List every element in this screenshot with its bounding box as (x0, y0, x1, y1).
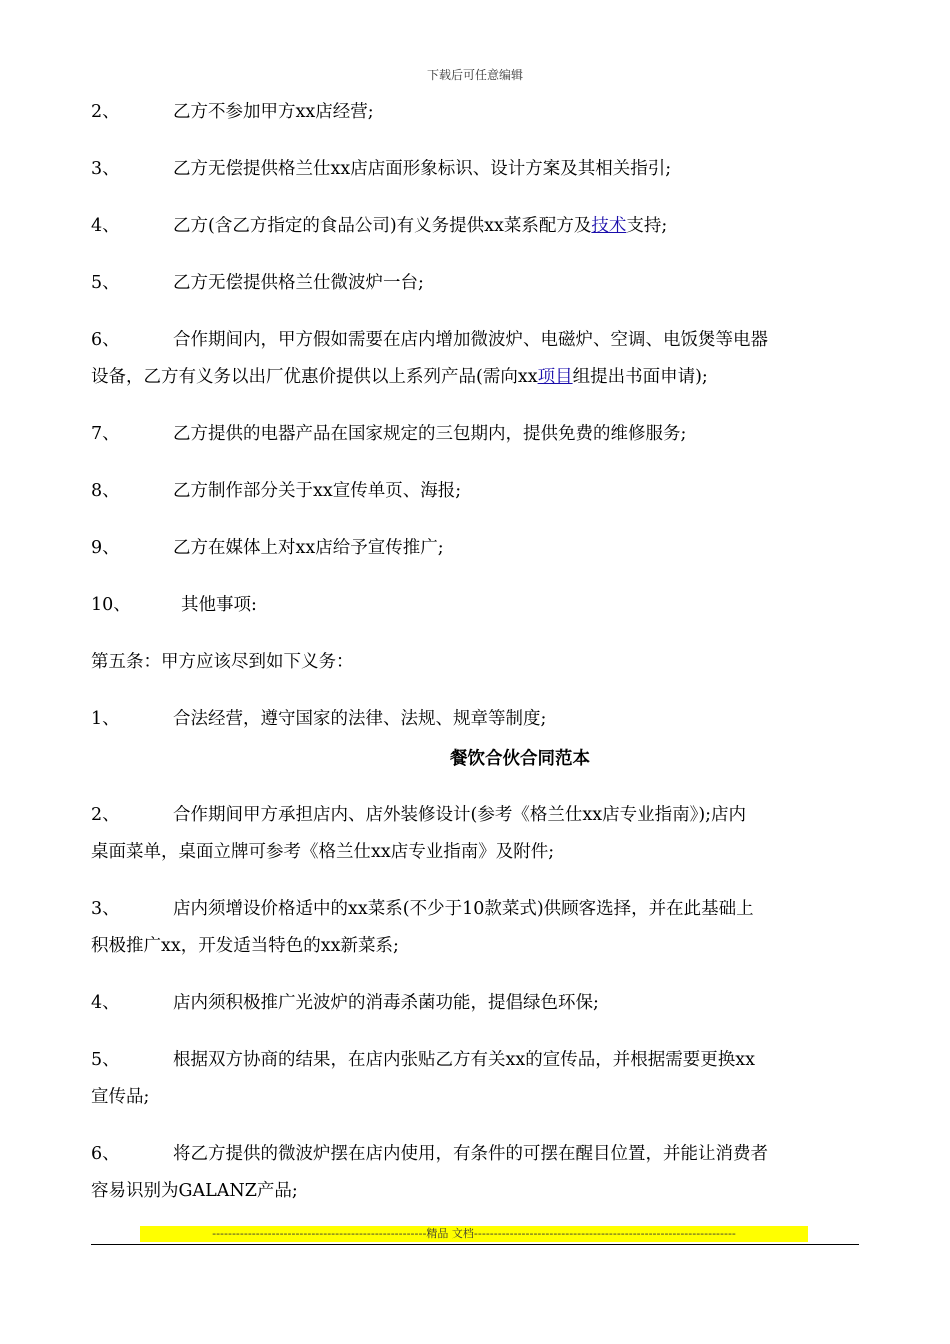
item-text-after: 组提出书面申请); (572, 367, 708, 387)
item-text-after: 支持; (626, 216, 668, 236)
item-number: 5、 (91, 1050, 120, 1070)
item-text: 乙方提供的电器产品在国家规定的三包期内，提供免费的维修服务; (173, 424, 687, 444)
list-item (91, 94, 861, 131)
list-item-continuation: 容易识别为GALANZ产品; (91, 1181, 298, 1201)
item-text: 乙方在媒体上对xx店给予宣传推广; (173, 538, 444, 558)
item-text: 乙方无偿提供格兰仕xx店店面形象标识、设计方案及其相关指引; (173, 159, 672, 179)
item-text: 合作期间甲方承担店内、店外装修设计(参考《格兰仕xx店专业指南》);店内 (173, 805, 747, 825)
article-heading: 第五条：甲方应该尽到如下义务： (91, 652, 354, 672)
list-item (91, 473, 861, 510)
list-item (91, 322, 861, 359)
footer-divider (91, 1244, 859, 1245)
item-number: 9、 (91, 538, 120, 558)
list-item (91, 985, 861, 1022)
list-item (91, 1042, 861, 1079)
item-number: 2、 (91, 102, 120, 122)
item-number: 3、 (91, 159, 120, 179)
item-text: 其他事项: (181, 595, 257, 615)
item-number: 6、 (91, 1144, 120, 1164)
list-item (91, 891, 861, 928)
list-item-continuation (91, 359, 861, 396)
project-link[interactable]: 项目 (537, 367, 573, 387)
list-item-continuation: 桌面菜单，桌面立牌可参考《格兰仕xx店专业指南》及附件; (91, 842, 555, 862)
tech-link[interactable]: 技术 (591, 216, 627, 236)
item-number: 6、 (91, 330, 120, 350)
item-text: 乙方不参加甲方xx店经营; (173, 102, 374, 122)
item-text: 根据双方协商的结果，在店内张贴乙方有关xx的宣传品，并根据需要更换xx (173, 1050, 755, 1070)
item-number: 10、 (91, 595, 131, 615)
list-item (91, 208, 861, 245)
item-text: 乙方无偿提供格兰仕微波炉一台; (173, 273, 424, 293)
list-item (91, 265, 861, 302)
header-note: 下载后可任意编辑 (426, 68, 523, 82)
item-text: 店内须增设价格适中的xx菜系(不少于10款菜式)供顾客选择，并在此基础上 (173, 899, 754, 919)
item-text: 乙方制作部分关于xx宣传单页、海报; (173, 481, 462, 501)
footer-label: ------------------------------------------------------精品 文档------------------------------------------------------------------ (140, 1226, 808, 1242)
list-item (91, 416, 861, 453)
list-item-continuation: 积极推广xx，开发适当特色的xx新菜系; (91, 936, 399, 956)
list-item (91, 1136, 861, 1173)
item-number: 1、 (91, 709, 120, 729)
document-title: 餐饮合伙合同范本 (450, 749, 590, 769)
list-item (91, 701, 861, 738)
item-text: 店内须积极推广光波炉的消毒杀菌功能，提倡绿色环保; (173, 993, 599, 1013)
item-number: 2、 (91, 805, 120, 825)
item-number: 3、 (91, 899, 120, 919)
item-text: 设备，乙方有义务以出厂优惠价提供以上系列产品(需向xx (91, 367, 538, 387)
list-item-continuation: 宣传品; (91, 1087, 150, 1107)
list-item (91, 530, 861, 567)
list-item (91, 797, 861, 834)
item-text: 将乙方提供的微波炉摆在店内使用，有条件的可摆在醒目位置，并能让消费者 (173, 1144, 768, 1164)
item-number: 7、 (91, 424, 120, 444)
item-number: 8、 (91, 481, 120, 501)
item-number: 5、 (91, 273, 120, 293)
list-item (91, 151, 861, 188)
list-item (91, 587, 861, 624)
item-text: 合法经营，遵守国家的法律、法规、规章等制度; (173, 709, 547, 729)
item-number: 4、 (91, 993, 120, 1013)
item-number: 4、 (91, 216, 120, 236)
item-text: 乙方(含乙方指定的食品公司)有义务提供xx菜系配方及 (173, 216, 592, 236)
item-text: 合作期间内，甲方假如需要在店内增加微波炉、电磁炉、空调、电饭煲等电器 (173, 330, 768, 350)
